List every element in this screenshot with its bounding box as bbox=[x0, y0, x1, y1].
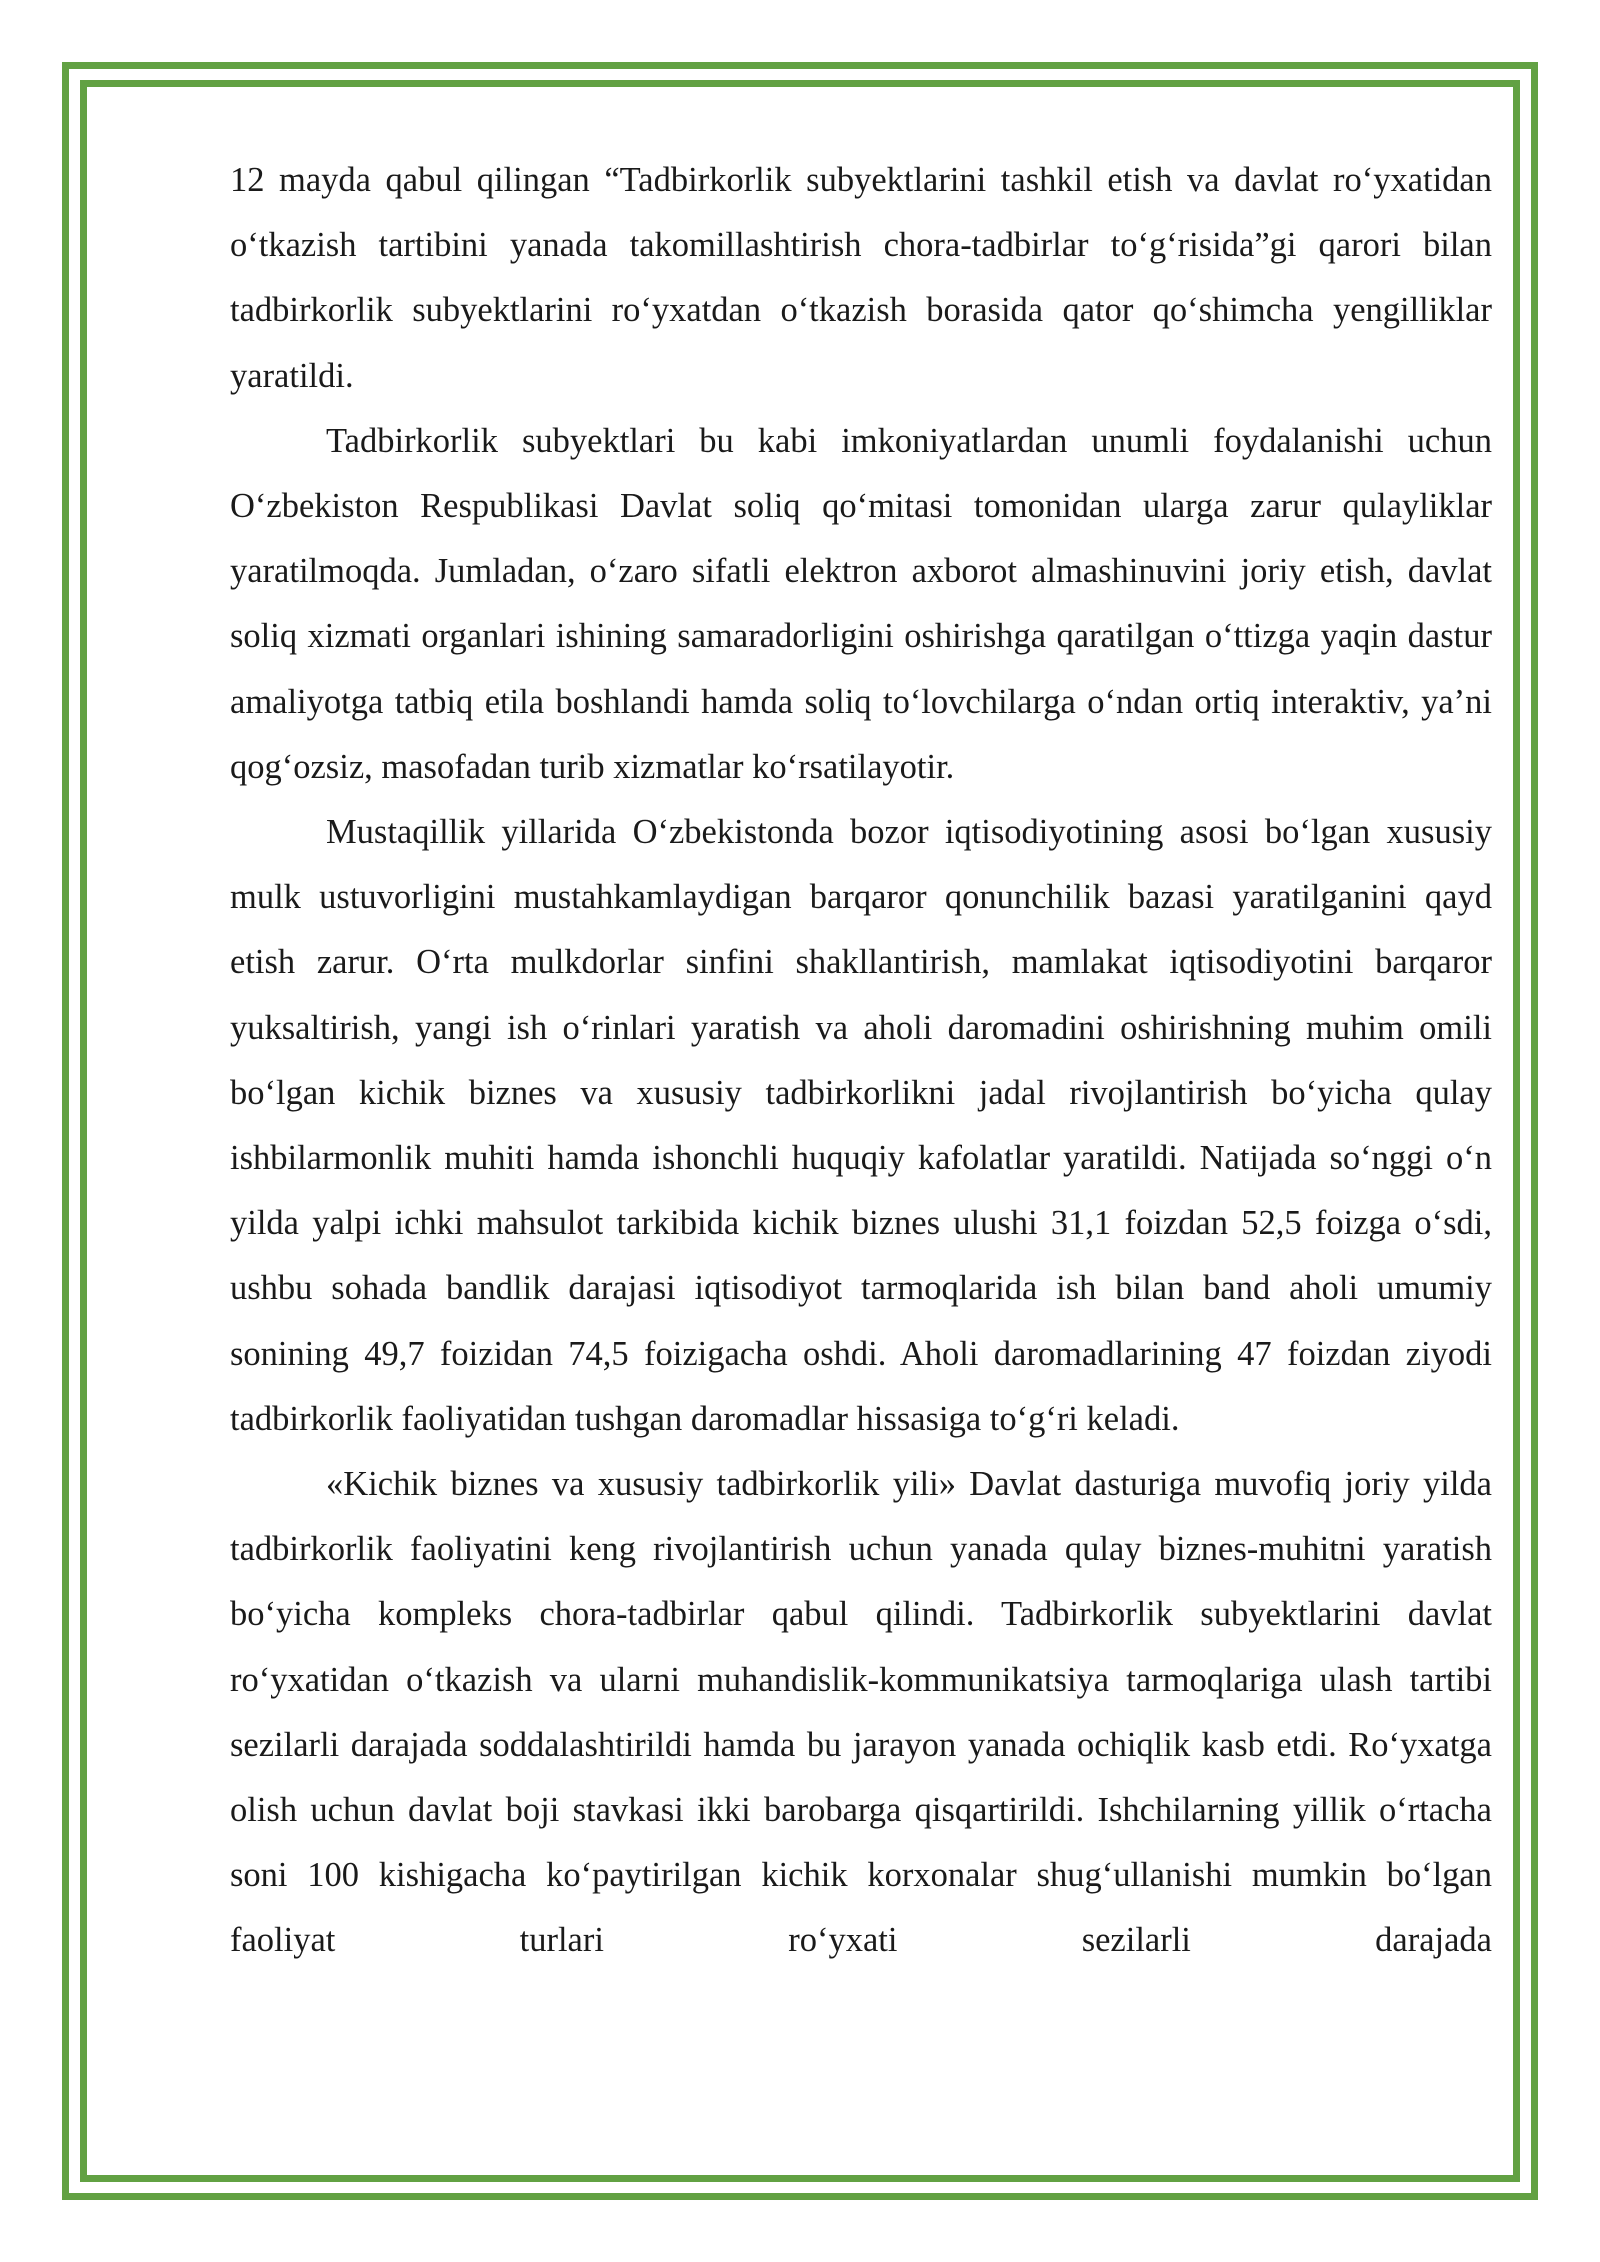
paragraph-1: 12 mayda qabul qilingan “Tadbirkorlik subyektlarini tashkil etish va davlat ro‘yxatidan o‘tkazish tartibini yanada takomillashtirish chora-tadbirlar to‘g‘risida”gi qarori bilan tadbirkorlik subyektlarini ro‘yxatdan o‘tkazish borasida qator qo‘shimcha yengilliklar yaratildi. bbox=[230, 161, 1492, 395]
paragraph-3: Mustaqillik yillarida O‘zbekistonda bozor iqtisodiyotining asosi bo‘lgan xususiy mulk ustuvorligini mustahkamlaydigan barqaror qonunchilik bazasi yaratilganini qayd etish zarur. O‘rta mulkdorlar sinfini shakllantirish, mamlakat iqtisodiyotini barqaror yuksaltirish, yangi ish o‘rinlari yaratish va aholi daromadini oshirishning muhim omili bo‘lgan kichik biznes va xususiy tadbirkorlikni jadal rivojlantirish bo‘yicha qulay ishbilarmonlik muhiti hamda ishonchli huquqiy kafolatlar yaratildi. Natijada so‘nggi o‘n yilda yalpi ichki mahsulot tarkibida kichik biznes ulushi 31,1 foizdan 52,5 foizga o‘sdi, ushbu sohada bandlik darajasi iqtisodiyot tarmoqlarida ish bilan band aholi umumiy sonining 49,7 foizidan 74,5 foizigacha oshdi. Aholi daromadlarining 47 foizdan ziyodi tadbirkorlik faoliyatidan tushgan daromadlar hissasiga to‘g‘ri keladi. bbox=[230, 813, 1492, 1438]
paragraph-2: Tadbirkorlik subyektlari bu kabi imkoniyatlardan unumli foydalanishi uchun O‘zbekiston Respublikasi Davlat soliq qo‘mitasi tomonidan ularga zarur qulayliklar yaratilmoqda. Jumladan, o‘zaro sifatli elektron axborot almashinuvini joriy etish, davlat soliq xizmati organlari ishining samaradorligini oshirishga qaratilgan o‘ttizga yaqin dastur amaliyotga tatbiq etila boshlandi hamda soliq to‘lovchilarga o‘ndan ortiq interaktiv, ya’ni qog‘ozsiz, masofadan turib xizmatlar ko‘rsatilayotir. bbox=[230, 421, 1492, 786]
paragraph-4: «Kichik biznes va xususiy tadbirkorlik yili» Davlat dasturiga muvofiq joriy yilda tadbirkorlik faoliyatini keng rivojlantirish uchun yanada qulay biznes-muhitni yaratish bo‘yicha kompleks chora-tadbirlar qabul qilindi. Tadbirkorlik subyektlarini davlat ro‘yxatidan o‘tkazish va ularni muhandislik-kommunikatsiya tarmoqlariga ulash tartibi sezilarli darajada soddalashtirildi hamda bu jarayon yanada ochiqlik kasb etdi. Ro‘yxatga olish uchun davlat boji stavkasi ikki barobarga qisqartirildi. Ishchilarning yillik o‘rtacha soni 100 kishigacha ko‘paytirilgan kichik korxonalar shug‘ullanishi mumkin bo‘lgan faoliyat turlari ro‘yxati sezilarli darajada bbox=[230, 1465, 1492, 1960]
document-body bbox=[230, 148, 1492, 1974]
